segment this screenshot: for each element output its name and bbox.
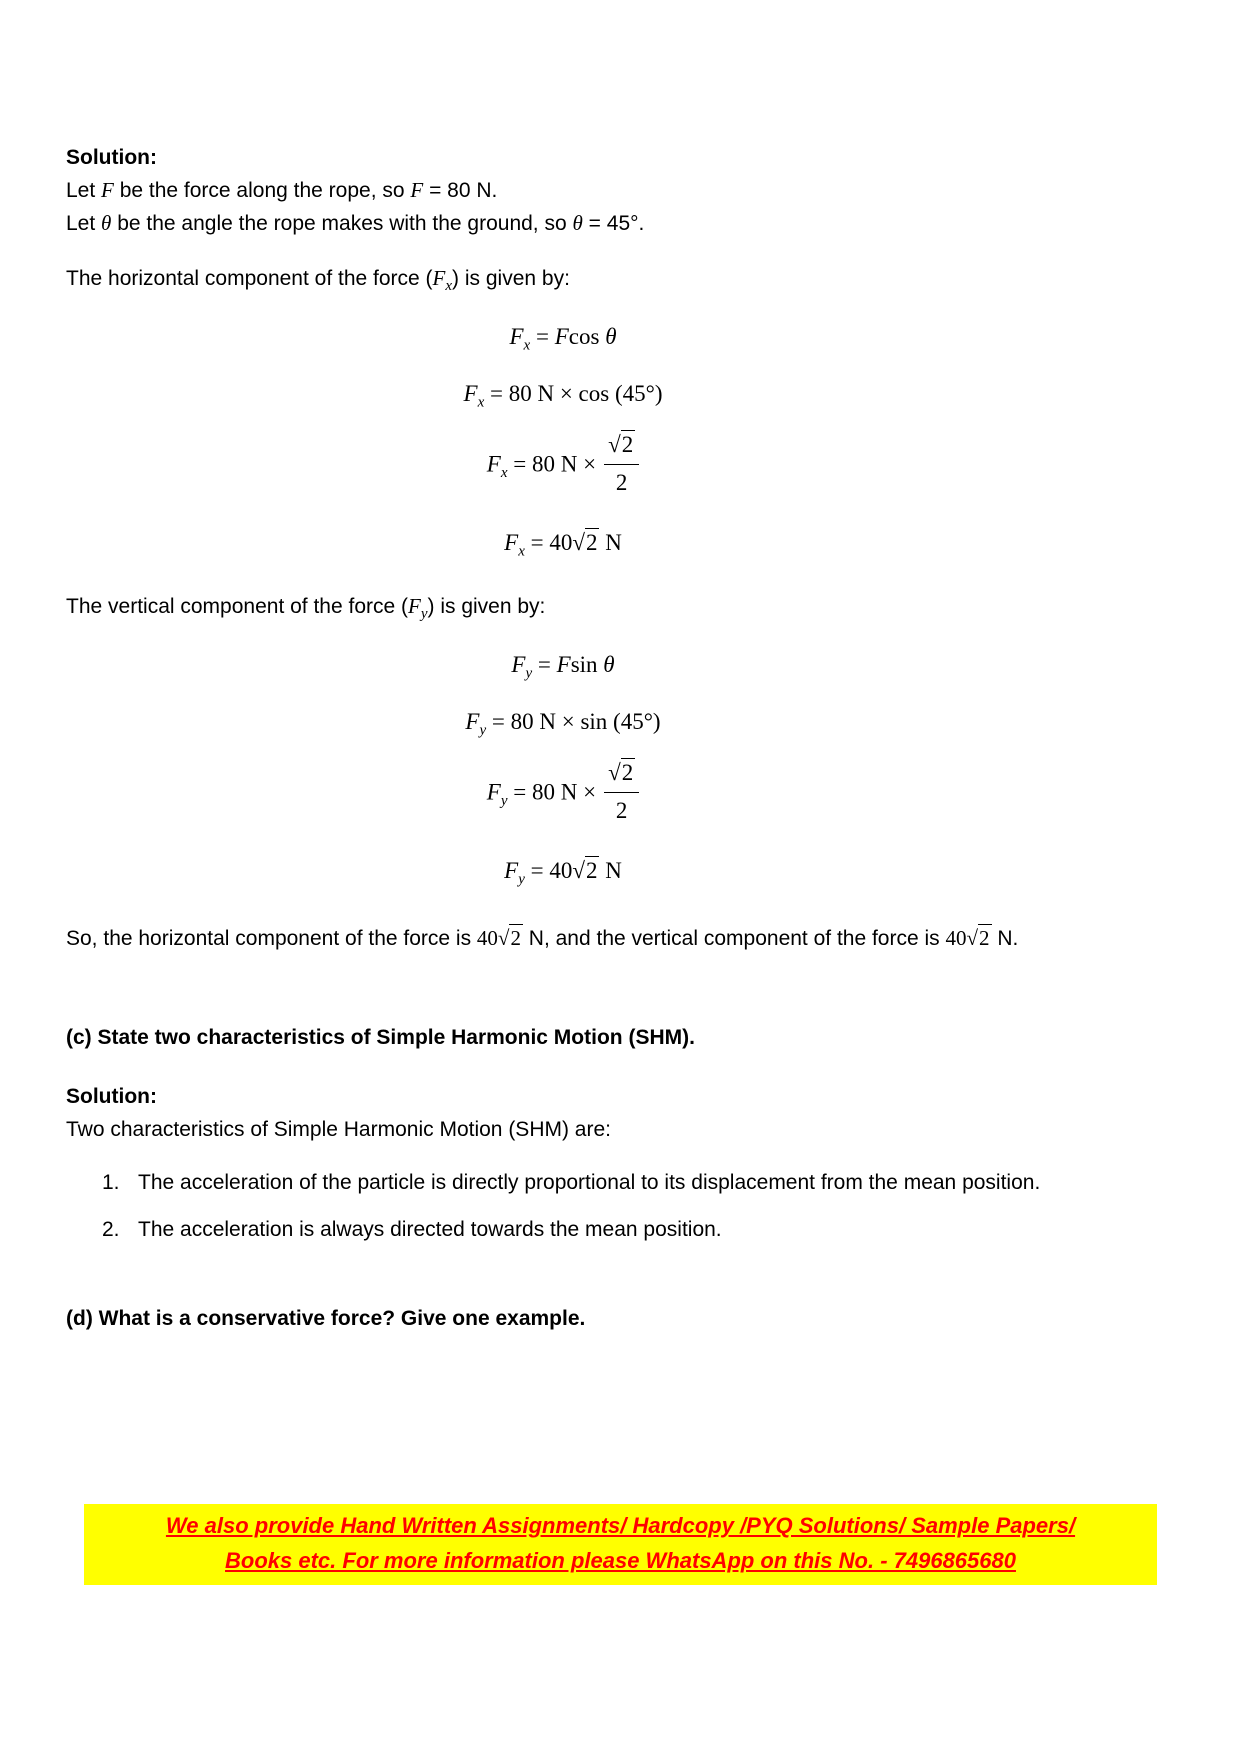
math-var-F: F	[465, 709, 480, 734]
coefficient: 40	[945, 926, 967, 950]
equals-sign: =	[535, 324, 549, 349]
shm-characteristics-list	[102, 1166, 1175, 1246]
equation-fx-2	[66, 379, 1060, 409]
math-var-F: F	[486, 451, 501, 477]
sqrt-expression	[967, 924, 992, 950]
coefficient: 40	[476, 926, 498, 950]
fraction	[604, 428, 639, 498]
equation-rhs-pre: 80 N ×	[532, 779, 597, 805]
vertical-component-intro	[66, 590, 1175, 623]
equation-rhs-pre: 80 N ×	[532, 451, 597, 477]
fraction	[604, 756, 639, 826]
solution-label	[66, 141, 1175, 174]
math-var-F: F	[504, 530, 519, 555]
sqrt-symbol: √	[966, 926, 979, 950]
footer-banner	[84, 1504, 1157, 1585]
text-fragment: Let	[66, 212, 102, 235]
shm-intro-line	[66, 1113, 1175, 1146]
list-item-number: 2.	[102, 1218, 120, 1241]
list-item-1	[102, 1166, 1175, 1199]
sqrt-expression	[608, 430, 635, 457]
coefficient: 40	[549, 858, 573, 883]
fraction-numerator	[604, 428, 639, 465]
equation-fy-3	[66, 759, 1060, 829]
text-fragment: be the force along the rope, so	[113, 179, 411, 202]
math-sub-x: x	[477, 394, 485, 411]
sqrt-radicand: 2	[621, 432, 634, 457]
sqrt-radicand: 2	[510, 926, 521, 950]
math-var-F: F	[101, 178, 114, 202]
equation-fy-4	[66, 856, 1060, 886]
equation-fx-1	[66, 322, 1060, 352]
question-d-text: (d) What is a conservative force? Give one example.	[66, 1307, 586, 1330]
equals-sign: =	[491, 709, 505, 734]
text-fragment: ) is given by:	[452, 267, 570, 290]
equals-sign: =	[530, 530, 544, 555]
fraction-numerator	[604, 756, 639, 793]
text-fragment: N.	[991, 927, 1019, 950]
sqrt-radicand: 2	[585, 530, 598, 555]
text-fragment: ) is given by:	[427, 595, 546, 618]
horizontal-component-intro	[66, 262, 1175, 295]
text-fragment: = 45°.	[582, 212, 645, 235]
sqrt-symbol: √	[608, 432, 621, 457]
unit-newton: N	[605, 858, 622, 883]
question-c-text: (c) State two characteristics of Simple Harmonic Motion (SHM).	[66, 1026, 695, 1049]
math-var-F: F	[511, 652, 526, 677]
sqrt-expression	[498, 924, 523, 950]
solution-label-text: Solution:	[66, 146, 157, 169]
math-fn-cos: cos	[568, 324, 600, 349]
sqrt-symbol: √	[572, 530, 585, 555]
text-fragment: Two characteristics of Simple Harmonic Motion (SHM) are:	[66, 1118, 611, 1141]
question-c-heading	[66, 1021, 1175, 1054]
horizontal-equations-block	[66, 322, 1175, 558]
angle-definition-line	[66, 207, 1175, 240]
sqrt-radicand: 2	[621, 760, 634, 785]
equals-sign: =	[513, 779, 527, 805]
force-definition-line	[66, 174, 1175, 207]
summary-paragraph	[66, 922, 1175, 955]
text-fragment: Let	[66, 179, 102, 202]
math-var-F: F	[463, 381, 478, 406]
math-sub-y: y	[500, 792, 508, 809]
equation-fx-3	[66, 431, 1060, 501]
math-var-F: F	[556, 652, 571, 677]
math-sub-x: x	[523, 337, 531, 354]
equation-rhs: 80 N × cos (45°)	[508, 381, 663, 406]
math-var-theta: θ	[603, 652, 615, 677]
math-var-F: F	[408, 594, 421, 618]
equals-sign: =	[489, 381, 503, 406]
math-var-F: F	[509, 324, 524, 349]
sqrt-expression	[608, 758, 635, 785]
text-fragment: The horizontal component of the force (	[66, 267, 433, 290]
equals-sign: =	[530, 858, 544, 883]
sqrt-radicand: 2	[585, 858, 598, 883]
question-d-heading	[66, 1302, 1175, 1335]
unit-newton: N	[605, 530, 622, 555]
math-var-theta: θ	[572, 211, 583, 235]
math-var-theta: θ	[605, 324, 617, 349]
list-item-number: 1.	[102, 1171, 120, 1194]
list-item-text: The acceleration of the particle is directly proportional to its displacement from the mean position.	[138, 1171, 1041, 1194]
footer-line-1: We also provide Hand Written Assignments/ Hardcopy /PYQ Solutions/ Sample Papers/	[165, 1513, 1076, 1538]
vertical-equations-block	[66, 650, 1175, 886]
fraction-denominator: 2	[615, 470, 628, 495]
math-var-F: F	[554, 324, 569, 349]
math-sub-x: x	[500, 464, 508, 481]
sqrt-radicand: 2	[979, 926, 990, 950]
equals-sign: =	[513, 451, 527, 477]
fraction-denominator: 2	[615, 798, 628, 823]
solution-label-c	[66, 1080, 1175, 1113]
math-var-F: F	[504, 858, 519, 883]
math-sub-y: y	[518, 871, 525, 888]
math-var-F: F	[432, 266, 446, 290]
sqrt-expression	[572, 528, 599, 555]
math-var-theta: θ	[101, 211, 112, 235]
math-sub-x: x	[445, 278, 453, 295]
sqrt-symbol: √	[608, 760, 621, 785]
math-sub-x: x	[518, 543, 525, 560]
equation-fy-2	[66, 707, 1060, 737]
footer-line-2: Books etc. For more information please WhatsApp on this No. - 7496865680	[225, 1548, 1016, 1573]
math-sub-y: y	[420, 606, 428, 623]
sqrt-symbol: √	[497, 926, 510, 950]
list-item-2	[102, 1213, 1175, 1246]
sqrt-expression	[572, 856, 599, 883]
solution-label-text: Solution:	[66, 1085, 157, 1108]
equation-fy-1	[66, 650, 1060, 680]
sqrt-symbol: √	[572, 858, 585, 883]
math-sub-y: y	[525, 665, 533, 682]
equals-sign: =	[537, 652, 551, 677]
math-fn-sin: sin	[570, 652, 598, 677]
text-fragment: So, the horizontal component of the force is	[66, 927, 477, 950]
equation-fx-4	[66, 528, 1060, 558]
text-fragment: = 80 N.	[423, 179, 498, 202]
math-var-F: F	[410, 178, 424, 202]
equation-rhs: 80 N × sin (45°)	[510, 709, 661, 734]
text-fragment: N, and the vertical component of the force is	[522, 927, 946, 950]
list-item-text: The acceleration is always directed towards the mean position.	[138, 1218, 722, 1241]
math-sub-y: y	[479, 722, 487, 739]
math-var-F: F	[486, 779, 501, 805]
text-fragment: be the angle the rope makes with the ground, so	[111, 212, 573, 235]
coefficient: 40	[549, 530, 573, 555]
text-fragment: The vertical component of the force (	[66, 595, 408, 618]
